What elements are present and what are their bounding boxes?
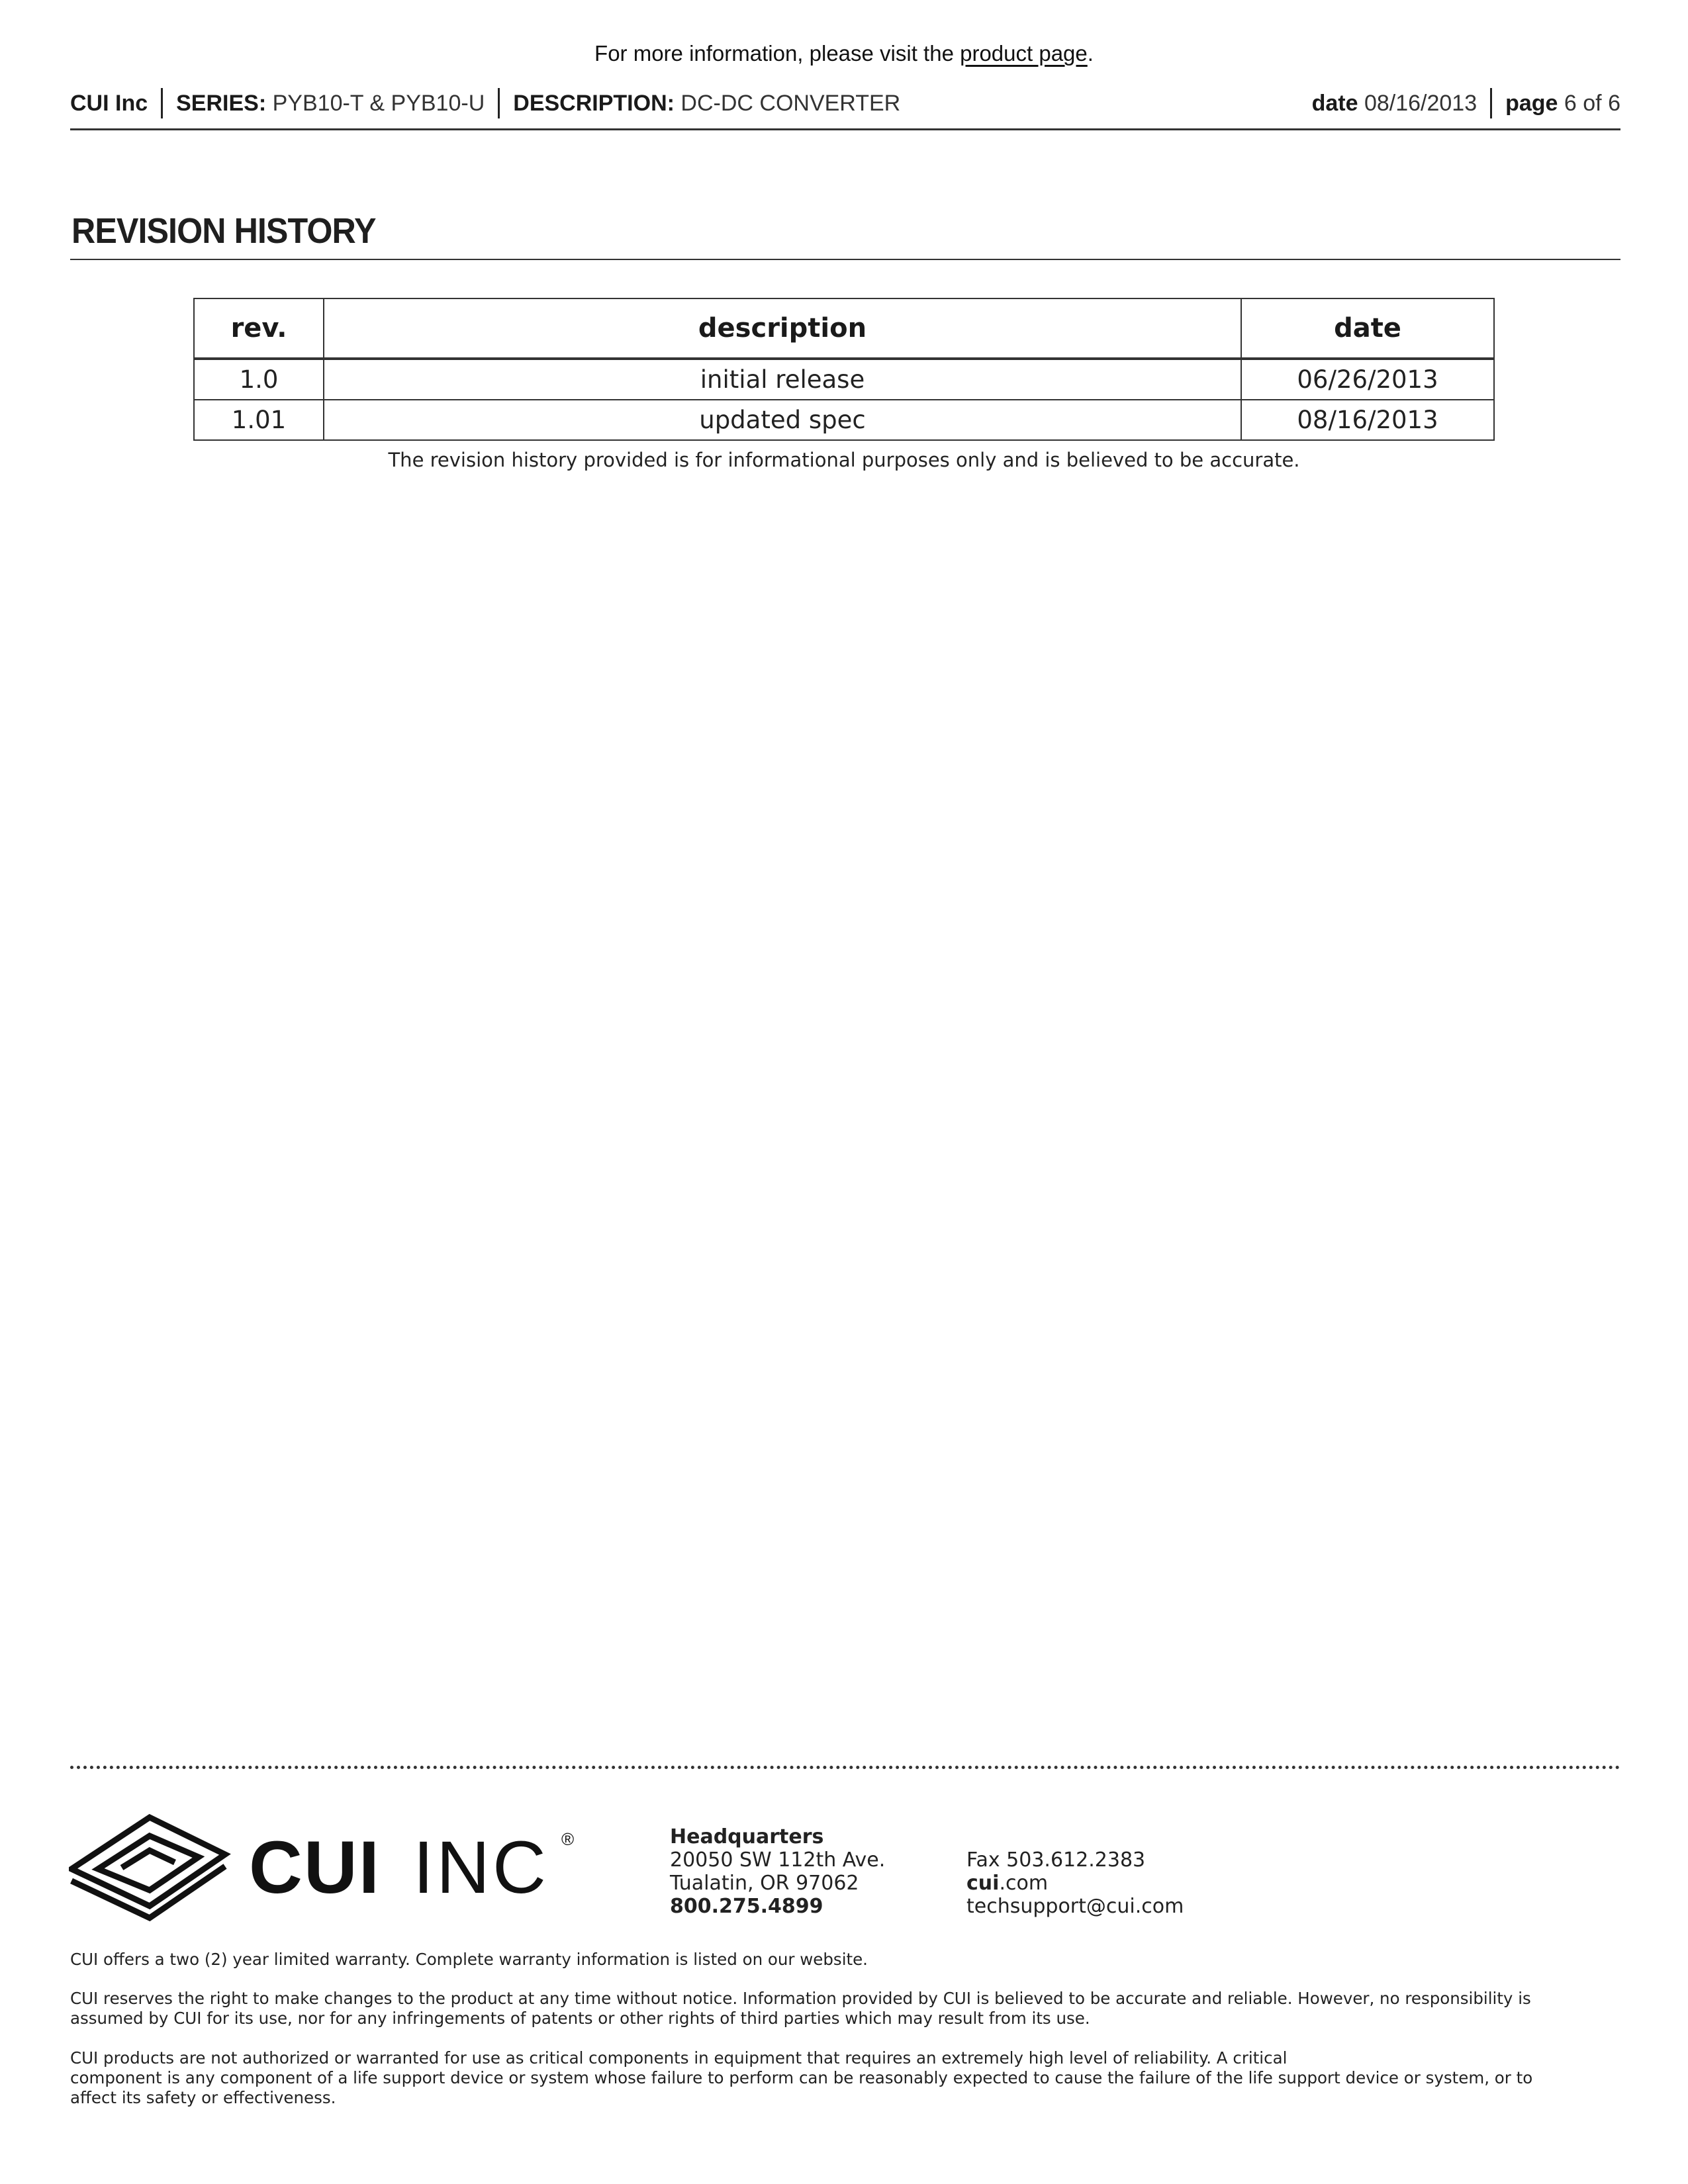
table-note: The revision history provided is for informational purposes only and is believed to be accurate. bbox=[388, 449, 1300, 471]
cell-description: updated spec bbox=[324, 400, 1241, 440]
table-row bbox=[194, 400, 1494, 440]
header-left-group bbox=[70, 88, 900, 118]
rights-text-line: CUI reserves the right to make changes to the product at any time without notice. Information provided by CUI is believed to be accurate and reliable. However, no responsibility is bbox=[70, 1989, 1531, 2008]
table-header-row bbox=[194, 298, 1494, 359]
cell-description: initial release bbox=[324, 359, 1241, 400]
cell-date: 06/26/2013 bbox=[1241, 359, 1494, 400]
rights-notice bbox=[70, 1989, 1620, 2028]
footer-dotted-divider bbox=[70, 1766, 1620, 1769]
warranty-text: CUI offers a two (2) year limited warranty. Complete warranty information is listed on our website. bbox=[70, 1950, 868, 1969]
critical-text-line: affect its safety or effectiveness. bbox=[70, 2088, 336, 2107]
header-description-label: DESCRIPTION: bbox=[513, 90, 675, 116]
cui-logo bbox=[69, 1811, 579, 1923]
phone-number: 800.275.4899 bbox=[670, 1895, 823, 1918]
cui-logo-mark-icon bbox=[71, 1817, 225, 1918]
header-series-value: PYB10-T & PYB10-U bbox=[272, 90, 485, 116]
header-description-value: DC-DC CONVERTER bbox=[680, 90, 901, 116]
product-info-suffix: . bbox=[1087, 41, 1094, 66]
section-rule bbox=[70, 259, 1620, 260]
column-header-date: date bbox=[1241, 298, 1494, 359]
support-email-link[interactable]: techsupport@cui.com bbox=[966, 1895, 1184, 1918]
critical-text-line: component is any component of a life support device or system whose failure to perform can be reasonably expected to cause the failure of the life support device or system, or to bbox=[70, 2068, 1533, 2087]
address-line-1: 20050 SW 112th Ave. bbox=[670, 1848, 886, 1872]
revision-history-table bbox=[193, 298, 1495, 441]
cell-rev: 1.0 bbox=[194, 359, 324, 400]
table-row bbox=[194, 359, 1494, 400]
header-rule bbox=[70, 128, 1620, 130]
header-series-label: SERIES: bbox=[176, 90, 267, 116]
fax-number: Fax 503.612.2383 bbox=[966, 1848, 1146, 1872]
website-brand: cui bbox=[966, 1872, 1000, 1895]
cui-logo-wordmark bbox=[249, 1826, 574, 1909]
product-info-prefix: For more information, please visit the bbox=[594, 41, 961, 66]
header-right-group bbox=[1312, 88, 1620, 118]
header-page-label: page bbox=[1505, 90, 1558, 116]
column-header-description: description bbox=[324, 298, 1241, 359]
section-title: REVISION HISTORY bbox=[71, 211, 376, 251]
header-divider bbox=[1490, 88, 1492, 118]
warranty-notice bbox=[70, 1950, 1620, 1970]
document-header bbox=[70, 86, 1620, 120]
header-company: CUI Inc bbox=[70, 90, 148, 116]
website-link[interactable] bbox=[966, 1872, 1184, 1895]
header-page-value: 6 of 6 bbox=[1564, 90, 1620, 116]
column-header-rev: rev. bbox=[194, 298, 324, 359]
critical-components-notice bbox=[70, 2048, 1620, 2108]
headquarters-title: Headquarters bbox=[670, 1825, 824, 1848]
website-suffix: .com bbox=[999, 1872, 1049, 1895]
cell-rev: 1.01 bbox=[194, 400, 324, 440]
contact-block bbox=[966, 1848, 1184, 1918]
cell-date: 08/16/2013 bbox=[1241, 400, 1494, 440]
header-divider bbox=[161, 88, 163, 118]
logo-text-cui: CUI bbox=[249, 1826, 381, 1909]
headquarters-block bbox=[670, 1825, 885, 1918]
header-date-value: 08/16/2013 bbox=[1364, 90, 1477, 116]
rights-text-line: assumed by CUI for its use, nor for any infringements of patents or other rights of third parties which may result from its use. bbox=[70, 2009, 1090, 2028]
header-divider bbox=[498, 88, 500, 118]
registered-mark: ® bbox=[561, 1829, 575, 1849]
address-line-2: Tualatin, OR 97062 bbox=[670, 1872, 859, 1895]
header-date-label: date bbox=[1311, 90, 1358, 116]
product-info-line bbox=[0, 41, 1688, 66]
product-page-link[interactable]: product page bbox=[960, 41, 1088, 66]
critical-text-line: CUI products are not authorized or warranted for use as critical components in equipment that requires an extremely high level of reliability. A critical bbox=[70, 2048, 1288, 2068]
logo-text-inc: INC bbox=[413, 1826, 549, 1909]
